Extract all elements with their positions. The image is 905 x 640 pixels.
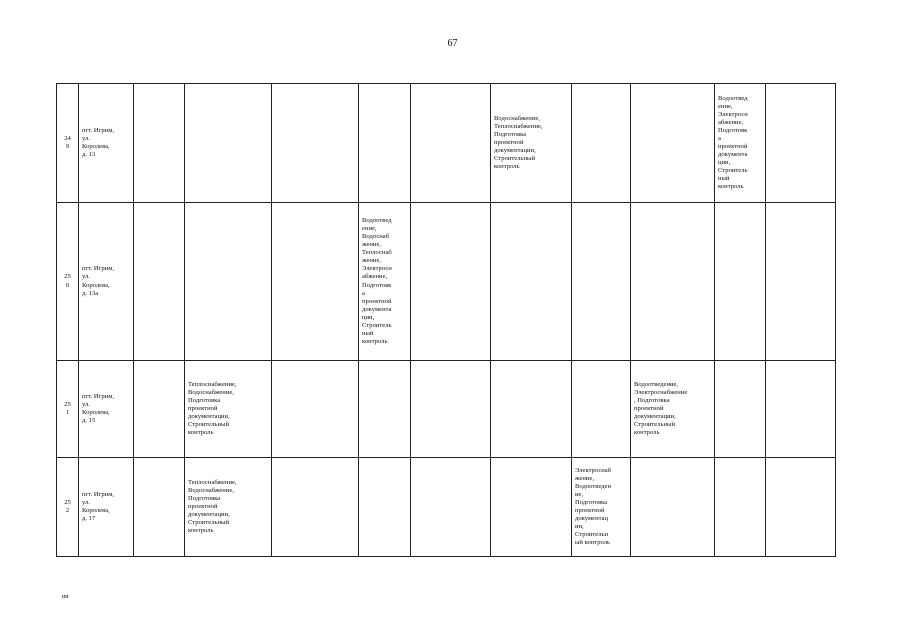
- works-cell: Электроснаб жение, Водоотведен ие, Подготовка проектной документац ии, Строительн ый контроль: [572, 458, 631, 557]
- table-cell: [766, 84, 836, 203]
- address-cell: пгт. Игрим, ул. Королева, д. 13: [79, 84, 134, 203]
- table-cell: [572, 84, 631, 203]
- table-cell: [411, 458, 491, 557]
- footer-mark: ии: [62, 594, 69, 600]
- table-cell: [411, 361, 491, 458]
- address-cell: пгт. Игрим, ул. Королева, д. 15: [79, 361, 134, 458]
- table-cell: [359, 458, 411, 557]
- address-cell: пгт. Игрим, ул. Королева, д. 13а: [79, 203, 134, 361]
- table-cell: [715, 458, 766, 557]
- table-cell: [572, 361, 631, 458]
- table-cell: [272, 203, 359, 361]
- table-cell: [631, 203, 715, 361]
- address-cell: пгт. Игрим, ул. Королева, д. 17: [79, 458, 134, 557]
- works-cell: Водоотвед ение, Водоснаб жение, Теплоснаб жение, Электросн абжение, Подготовк а проектной документа ции, Строитель ный контроль: [359, 203, 411, 361]
- table-cell: [715, 203, 766, 361]
- table-row: [57, 361, 836, 458]
- table-cell: [134, 361, 185, 458]
- row-number-cell: 25 0: [57, 203, 79, 361]
- table-cell: [491, 203, 572, 361]
- works-schedule-table: [56, 83, 836, 557]
- table-cell: [572, 203, 631, 361]
- table-cell: [411, 84, 491, 203]
- table-cell: [631, 458, 715, 557]
- table-row: [57, 84, 836, 203]
- table-cell: [359, 361, 411, 458]
- table-cell: [272, 458, 359, 557]
- table-cell: [272, 84, 359, 203]
- works-cell: Водоснабжение, Теплоснабжение, Подготовка проектной документации, Строительный контроль: [491, 84, 572, 203]
- table-cell: [134, 84, 185, 203]
- row-number-cell: 25 2: [57, 458, 79, 557]
- table-cell: [491, 458, 572, 557]
- table-cell: [185, 203, 272, 361]
- row-number-cell: 24 9: [57, 84, 79, 203]
- table-cell: [715, 361, 766, 458]
- works-cell: Водоотвед ение, Электросн абжение, Подготовк а проектной документа ции, Строитель ный контроль: [715, 84, 766, 203]
- table-cell: [359, 84, 411, 203]
- table-cell: [766, 458, 836, 557]
- works-cell: Теплоснабжение, Водоснабжение, Подготовка проектной документации, Строительный контроль: [185, 458, 272, 557]
- table-row: [57, 458, 836, 557]
- table-cell: [766, 203, 836, 361]
- table-row: [57, 203, 836, 361]
- works-cell: Теплоснабжение, Водоснабжение, Подготовка проектной документации, Строительный контроль: [185, 361, 272, 458]
- works-cell: Водоотведение, Электроснабжение , Подготовка проектной документации, Строительный контроль: [631, 361, 715, 458]
- table-cell: [272, 361, 359, 458]
- table-cell: [134, 203, 185, 361]
- table-cell: [631, 84, 715, 203]
- row-number-cell: 25 1: [57, 361, 79, 458]
- page-number: 67: [447, 38, 458, 49]
- table-cell: [185, 84, 272, 203]
- table-cell: [491, 361, 572, 458]
- table-cell: [766, 361, 836, 458]
- table-cell: [411, 203, 491, 361]
- table-cell: [134, 458, 185, 557]
